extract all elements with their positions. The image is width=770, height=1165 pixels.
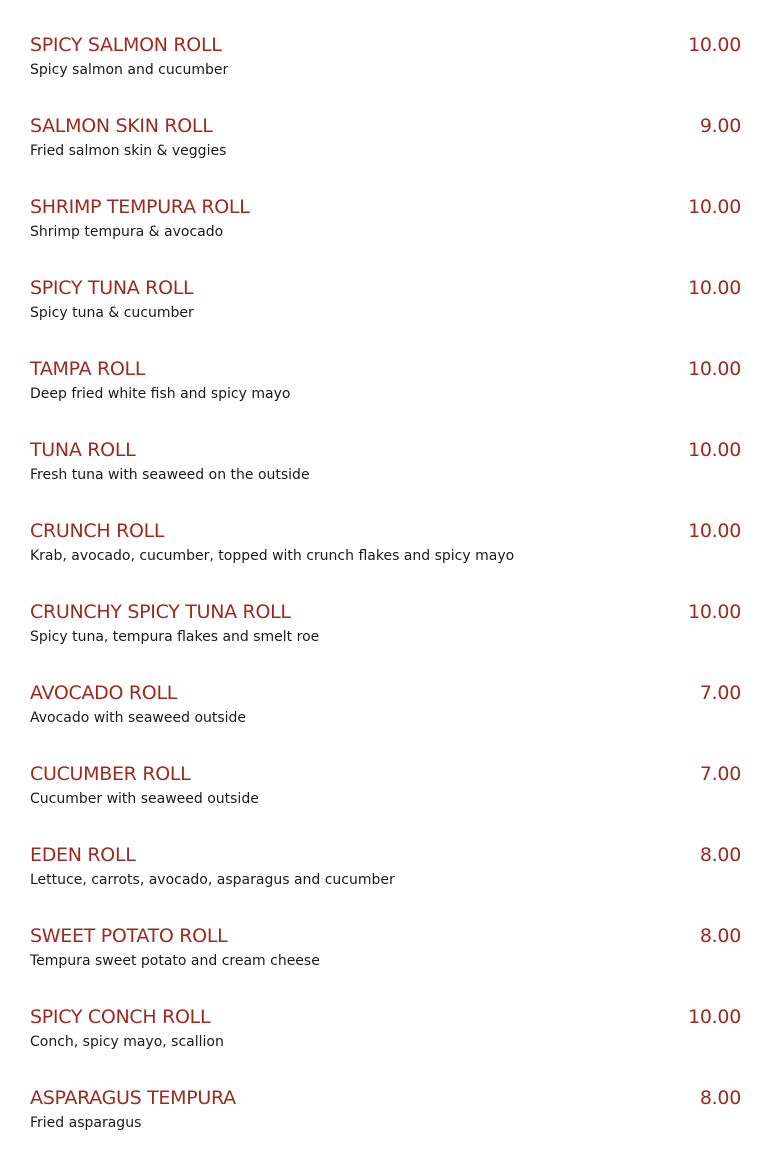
item-name: AVOCADO ROLL <box>30 682 178 704</box>
item-name: TAMPA ROLL <box>30 358 146 380</box>
menu-item <box>30 760 741 841</box>
item-description: Cucumber with seaweed outside <box>30 791 259 807</box>
item-name: CRUNCH ROLL <box>30 520 165 542</box>
menu-item <box>30 517 741 598</box>
item-price: 8.00 <box>699 925 741 947</box>
menu-item <box>30 1003 741 1084</box>
item-description: Conch, spicy mayo, scallion <box>30 1034 224 1050</box>
item-price: 8.00 <box>699 844 741 866</box>
item-description: Fresh tuna with seaweed on the outside <box>30 467 310 483</box>
item-description: Spicy salmon and cucumber <box>30 62 229 78</box>
item-name: SPICY TUNA ROLL <box>30 277 194 299</box>
item-price: 10.00 <box>688 277 741 299</box>
menu-item <box>30 1084 741 1165</box>
item-name: SWEET POTATO ROLL <box>30 925 228 947</box>
item-price: 10.00 <box>688 196 741 218</box>
menu-item <box>30 436 741 517</box>
item-price: 10.00 <box>688 601 741 623</box>
item-name: SALMON SKIN ROLL <box>30 115 213 137</box>
item-price: 10.00 <box>688 439 741 461</box>
item-name: SPICY SALMON ROLL <box>30 34 222 56</box>
item-description: Avocado with seaweed outside <box>30 710 247 726</box>
item-price: 10.00 <box>688 520 741 542</box>
item-name: TUNA ROLL <box>30 439 136 461</box>
item-name: CUCUMBER ROLL <box>30 763 191 785</box>
menu-item <box>30 922 741 1003</box>
item-name: ASPARAGUS TEMPURA <box>30 1087 236 1109</box>
menu-item <box>30 679 741 760</box>
item-description: Krab, avocado, cucumber, topped with crunch flakes and spicy mayo <box>30 548 515 564</box>
menu-item <box>30 355 741 436</box>
item-price: 7.00 <box>699 682 741 704</box>
item-name: EDEN ROLL <box>30 844 136 866</box>
item-description: Tempura sweet potato and cream cheese <box>30 953 320 969</box>
menu-item <box>30 193 741 274</box>
menu-item <box>30 112 741 193</box>
item-name: CRUNCHY SPICY TUNA ROLL <box>30 601 291 623</box>
item-description: Lettuce, carrots, avocado, asparagus and cucumber <box>30 872 395 888</box>
item-description: Spicy tuna & cucumber <box>30 305 194 321</box>
item-price: 10.00 <box>688 34 741 56</box>
item-description: Deep fried white fish and spicy mayo <box>30 386 291 402</box>
item-description: Shrimp tempura & avocado <box>30 224 224 240</box>
item-description: Fried asparagus <box>30 1115 142 1131</box>
item-price: 7.00 <box>699 763 741 785</box>
menu-item <box>30 31 741 112</box>
menu-list <box>30 31 741 1165</box>
menu-item <box>30 274 741 355</box>
item-price: 9.00 <box>699 115 741 137</box>
item-name: SPICY CONCH ROLL <box>30 1006 211 1028</box>
menu-item <box>30 598 741 679</box>
item-price: 8.00 <box>699 1087 741 1109</box>
item-price: 10.00 <box>688 1006 741 1028</box>
menu-item <box>30 841 741 922</box>
item-name: SHRIMP TEMPURA ROLL <box>30 196 250 218</box>
item-price: 10.00 <box>688 358 741 380</box>
item-description: Spicy tuna, tempura flakes and smelt roe <box>30 629 320 645</box>
item-description: Fried salmon skin & veggies <box>30 143 227 159</box>
